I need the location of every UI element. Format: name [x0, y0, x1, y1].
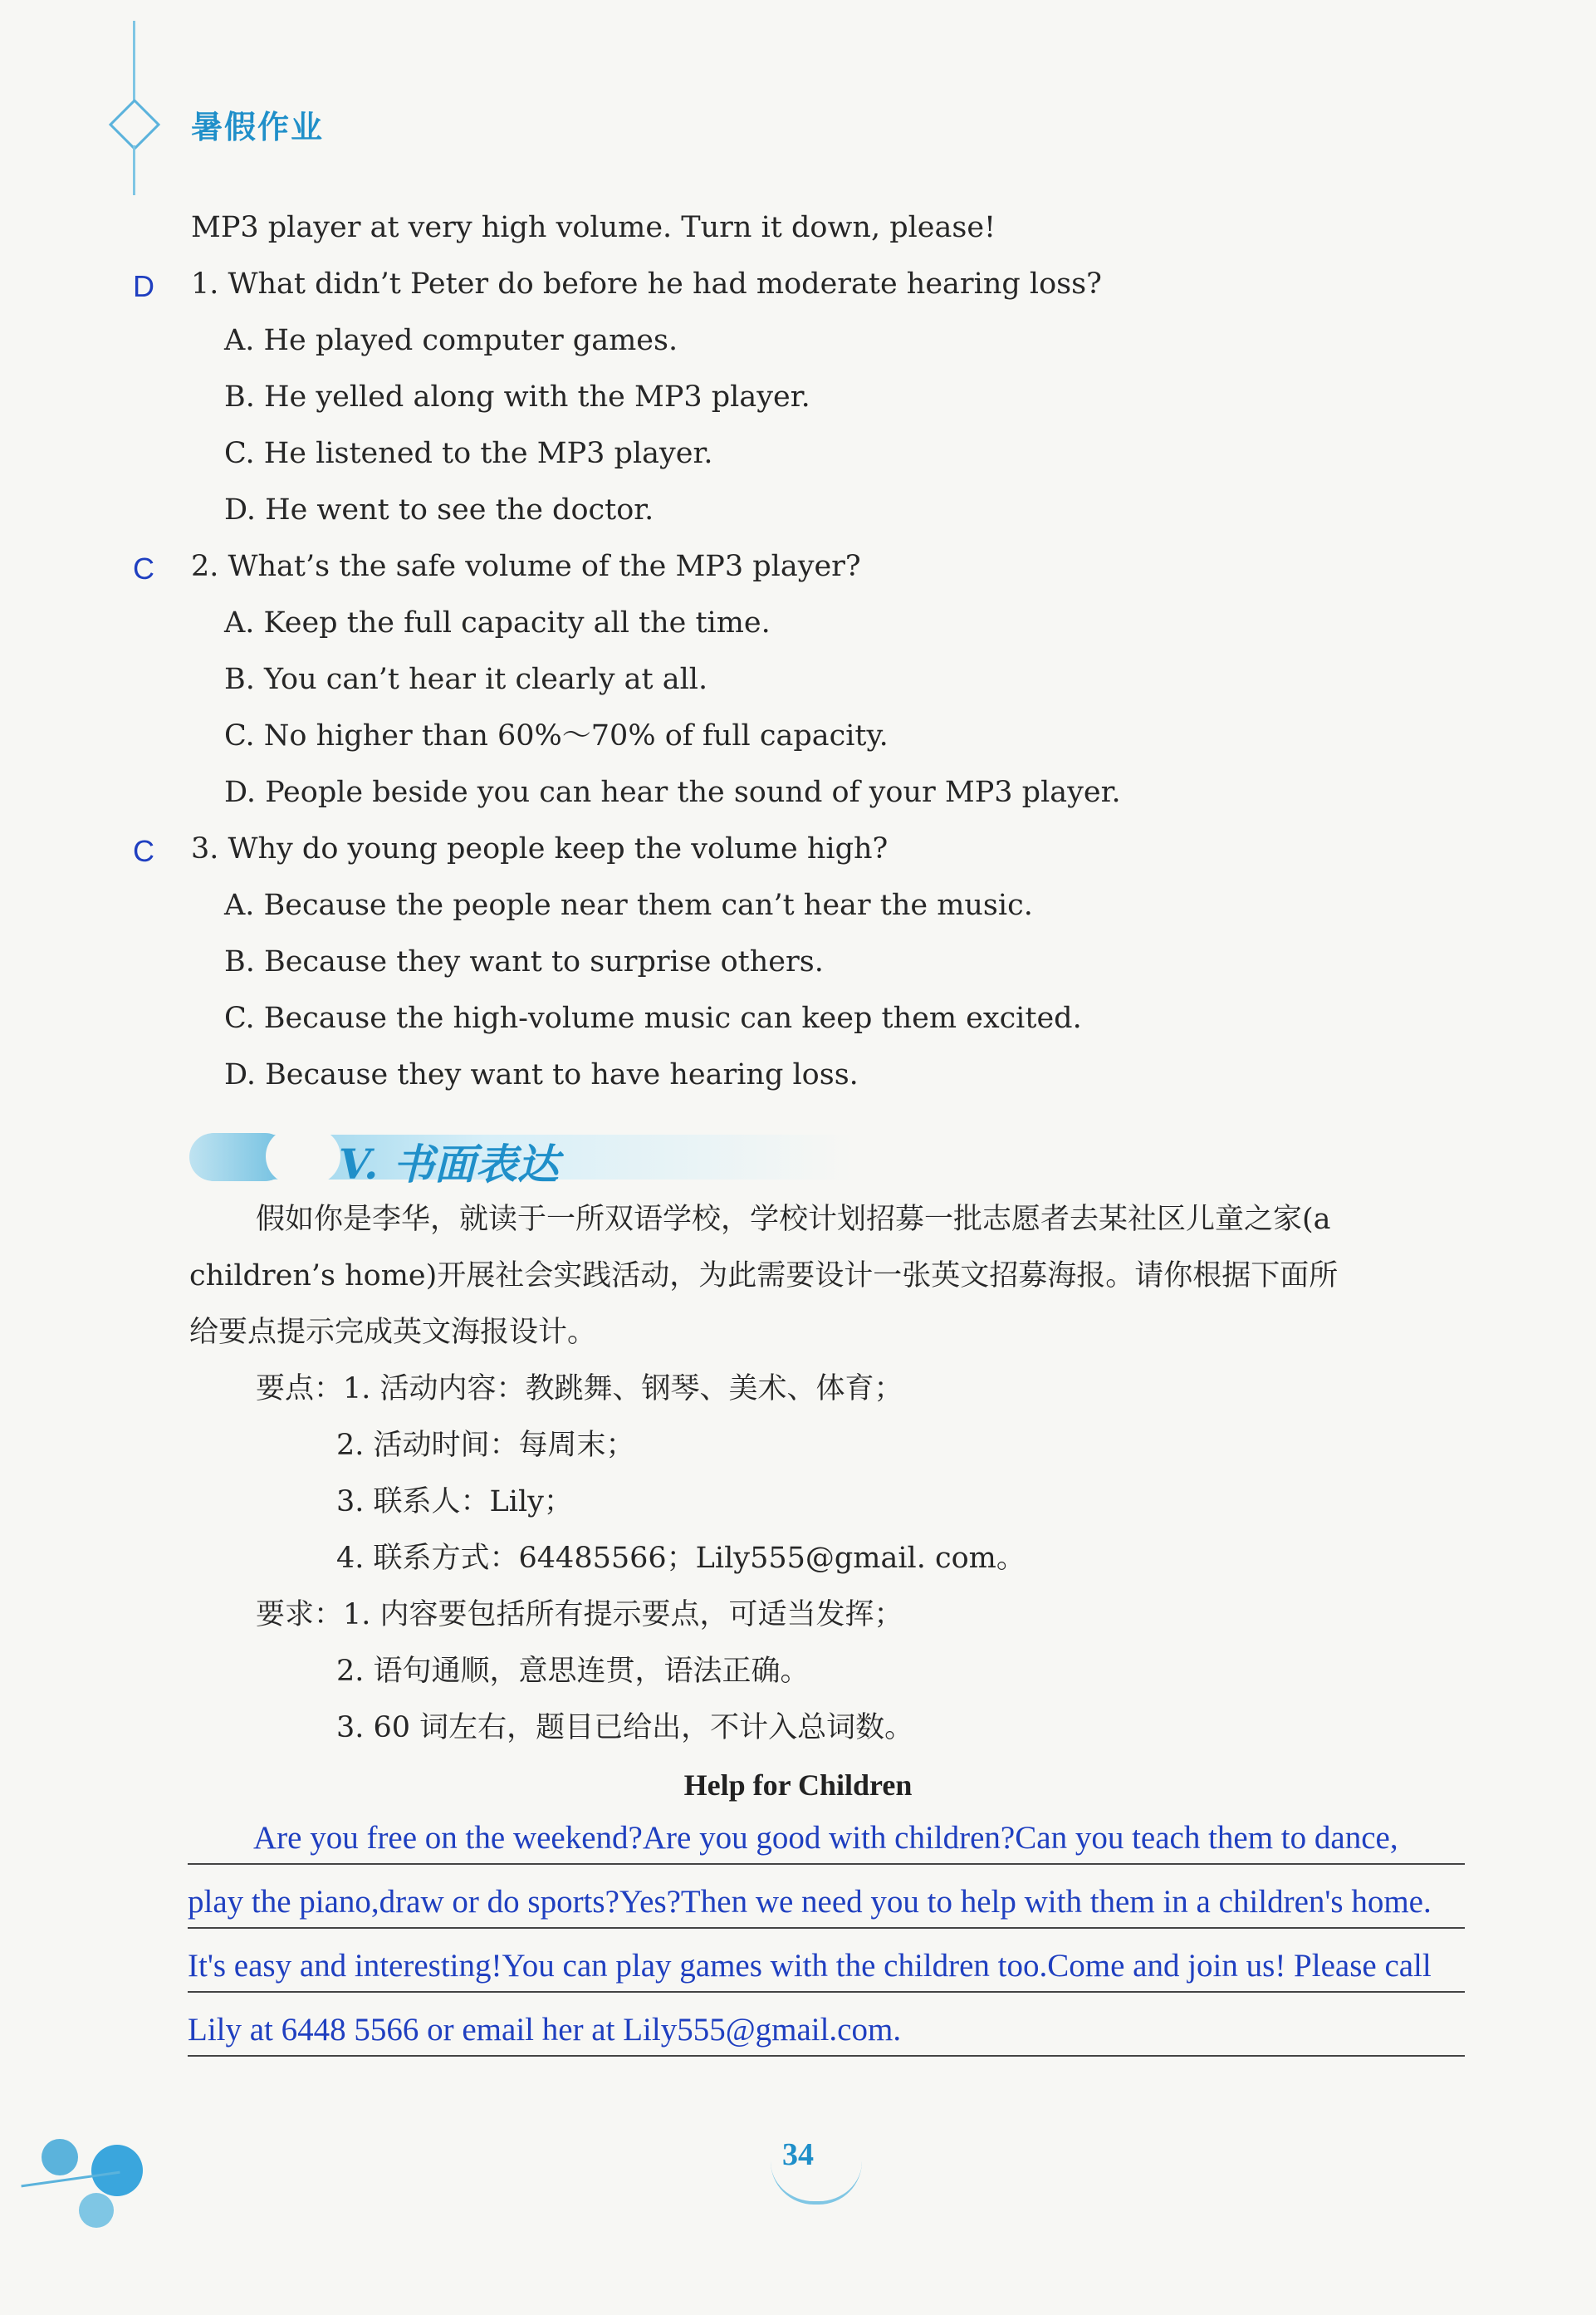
prompt-line-2: children’s home)开展社会实践活动，为此需要设计一张英文招募海报。请你根据下面所 [189, 1259, 1339, 1292]
prompt-point-4: 4. 联系方式：64485566；Lily555@gmail. com。 [336, 1542, 1026, 1575]
question-3-option-b: B. Because they want to surprise others. [224, 945, 824, 978]
essay-line-3: It's easy and interesting!You can play games with the children too.Come and join us! Please call [188, 1948, 1432, 1984]
essay-line-4: Lily at 6448 5566 or email her at Lily555@gmail.com. [188, 2012, 902, 2048]
header-decor-line-lower [133, 145, 135, 195]
answer-q2: C [133, 552, 154, 586]
question-1-stem: 1. What didn’t Peter do before he had moderate hearing loss? [191, 267, 1102, 301]
prompt-requirement-1: 要求：1. 内容要包括所有提示要点，可适当发挥； [256, 1598, 903, 1631]
prompt-requirement-3: 3. 60 词左右，题目已给出，不计入总词数。 [336, 1711, 914, 1744]
prompt-point-1: 要点：1. 活动内容：教跳舞、钢琴、美术、体育； [256, 1372, 903, 1405]
question-2-stem: 2. What’s the safe volume of the MP3 player? [191, 550, 861, 583]
question-1-option-c: C. He listened to the MP3 player. [224, 437, 713, 470]
page-header-title: 暑假作业 [191, 109, 325, 145]
decor-dot-3 [79, 2193, 114, 2228]
question-2-option-c: C. No higher than 60%～70% of full capacity. [224, 719, 889, 753]
essay-line-1: Are you free on the weekend?Are you good with children?Can you teach them to dance, [253, 1820, 1398, 1856]
answer-q3: C [133, 834, 154, 868]
writing-rule-4 [188, 2055, 1465, 2057]
writing-rule-3 [188, 1991, 1465, 1993]
prompt-line-3: 给要点提示完成英文海报设计。 [189, 1316, 597, 1349]
writing-rule-2 [188, 1927, 1465, 1929]
essay-line-2: play the piano,draw or do sports?Yes?Then we need you to help with them in a children's home. [188, 1884, 1432, 1920]
prompt-point-3: 3. 联系人：Lily； [336, 1485, 573, 1518]
prompt-line-1: 假如你是李华，就读于一所双语学校，学校计划招募一批志愿者去某社区儿童之家(a [256, 1203, 1331, 1236]
question-3-option-c: C. Because the high-volume music can keep them excited. [224, 1002, 1082, 1035]
prompt-requirement-2: 2. 语句通顺，意思连贯，语法正确。 [336, 1655, 810, 1688]
section-banner [189, 1128, 854, 1189]
essay-title: Help for Children [683, 1768, 913, 1802]
reading-intro-line: MP3 player at very high volume. Turn it down, please! [191, 211, 996, 244]
question-1-option-d: D. He went to see the doctor. [224, 493, 654, 527]
question-3-option-a: A. Because the people near them can’t hear the music. [224, 889, 1033, 922]
page-number: 34 [782, 2137, 814, 2172]
answer-q1: D [133, 269, 154, 303]
question-2-option-a: A. Keep the full capacity all the time. [224, 606, 771, 640]
question-3-stem: 3. Why do young people keep the volume high? [191, 832, 889, 866]
prompt-point-2: 2. 活动时间：每周末； [336, 1429, 635, 1462]
question-2-option-d: D. People beside you can hear the sound of your MP3 player. [224, 776, 1121, 809]
question-2-option-b: B. You can’t hear it clearly at all. [224, 663, 708, 696]
question-1-option-b: B. He yelled along with the MP3 player. [224, 380, 810, 414]
section-title: V. 书面表达 [339, 1140, 559, 1189]
page-number-arc [771, 2161, 862, 2205]
question-1-option-a: A. He played computer games. [224, 324, 678, 357]
diamond-icon [109, 99, 160, 150]
question-3-option-d: D. Because they want to have hearing loss. [224, 1058, 859, 1091]
writing-rule-1 [188, 1863, 1465, 1865]
banner-cut [266, 1128, 340, 1184]
